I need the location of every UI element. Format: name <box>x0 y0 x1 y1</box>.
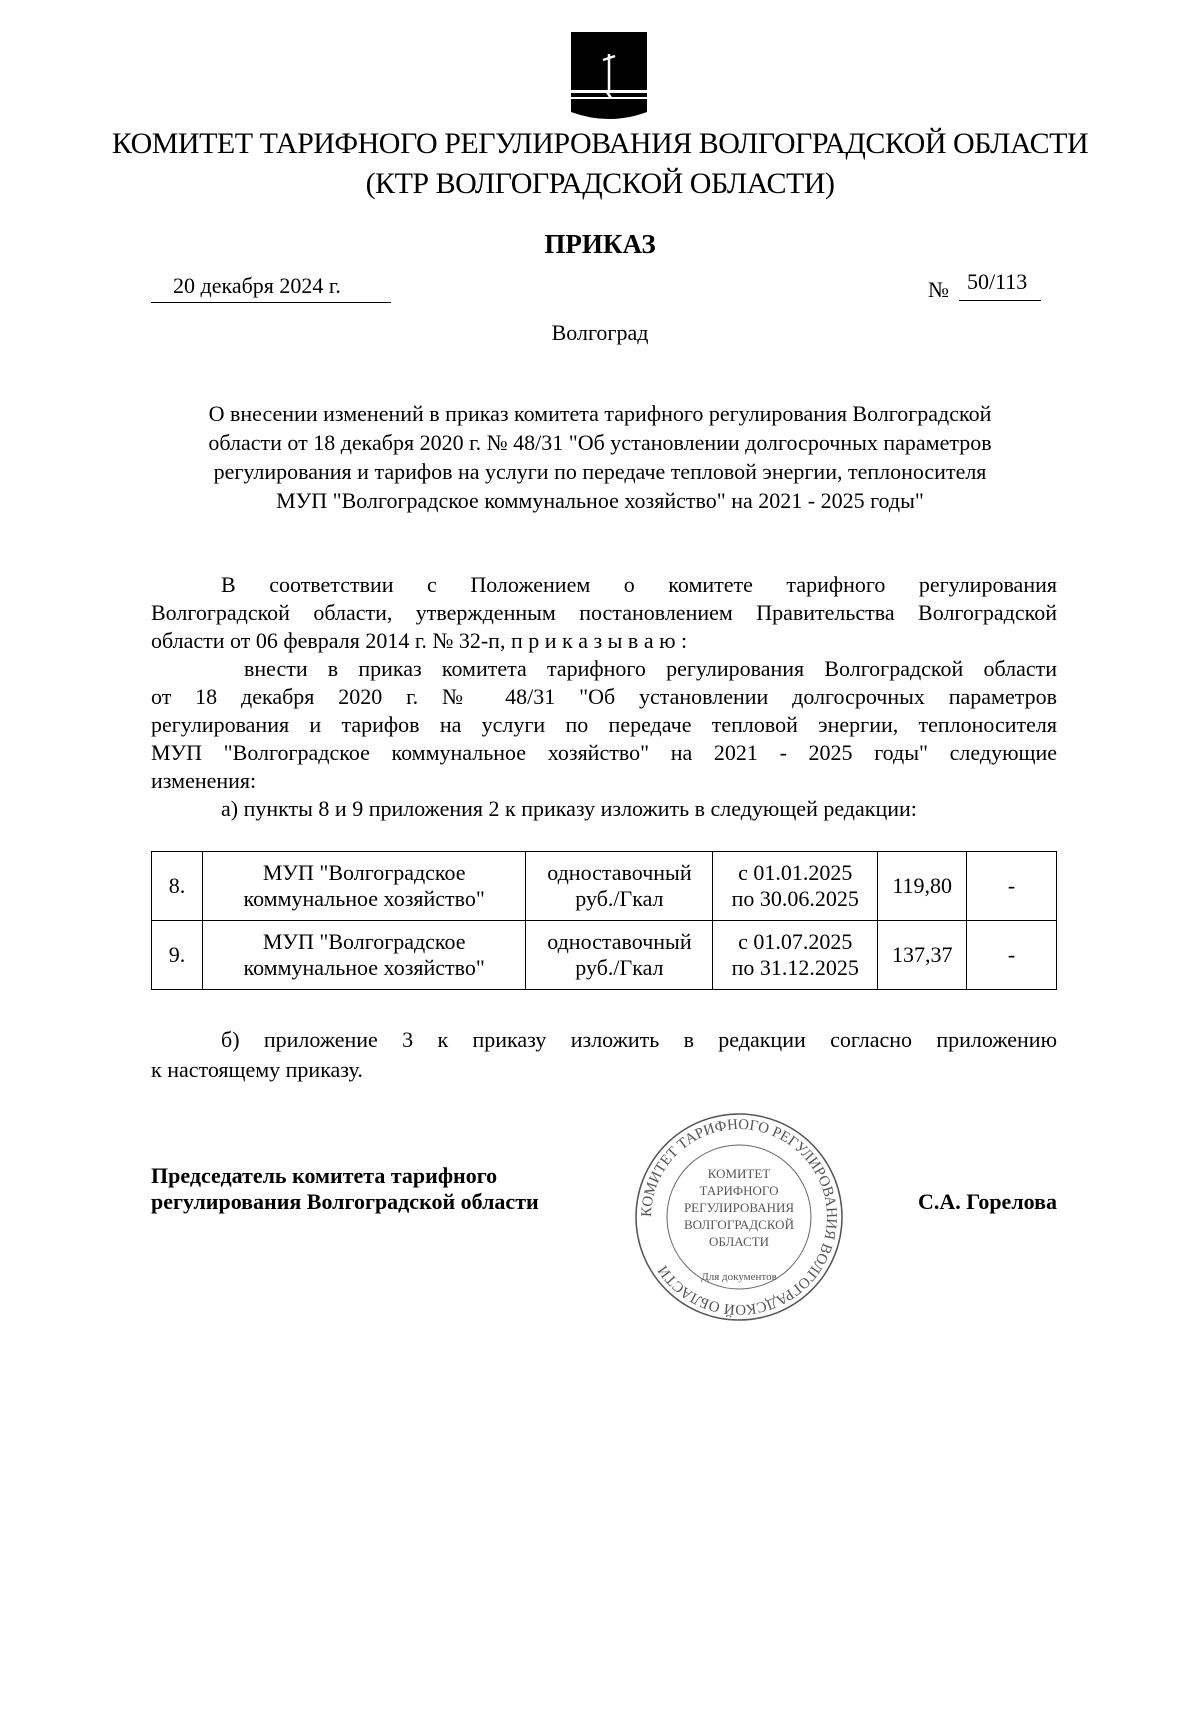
org-abbrev: (КТР ВОЛГОГРАДСКОЙ ОБЛАСТИ) <box>365 167 835 200</box>
body-line: В соответствии с Положением о комитете тарифного регулирования <box>221 572 1057 597</box>
subject-line: МУП "Волгоградское коммунальное хозяйство" на 2021 - 2025 годы" <box>276 488 924 513</box>
body-line: б) приложение 3 к приказу изложить в редакции согласно приложению <box>221 1027 1057 1052</box>
tariff-type-cell <box>526 921 713 990</box>
official-stamp <box>632 1110 847 1325</box>
coat-of-arms-emblem <box>571 32 647 124</box>
doc-number: 50/113 <box>967 269 1028 294</box>
unit-line: руб./Гкал <box>575 955 664 980</box>
body-line: внести в приказ комитета тарифного регулирования Волгоградской области <box>244 656 1057 681</box>
number-label: № <box>928 277 949 302</box>
tariff-value: 119,80 <box>878 852 967 921</box>
type-line: одноставочный <box>547 860 692 885</box>
doc-type: ПРИКАЗ <box>544 229 656 259</box>
period-end: по 30.06.2025 <box>731 886 859 911</box>
period-end: по 31.12.2025 <box>731 955 859 980</box>
signatory-position: регулирования Волгоградской области <box>151 1189 539 1214</box>
doc-date: 20 декабря 2024 г. <box>173 273 341 298</box>
tariff-type-cell <box>526 852 713 921</box>
row-number: 9. <box>152 921 203 990</box>
period-start: с 01.01.2025 <box>738 860 853 885</box>
signatory-position: Председатель комитета тарифного <box>151 1163 498 1188</box>
body-line: МУП "Волгоградское коммунальное хозяйство" на 2021 - 2025 годы" следующие <box>151 740 1057 765</box>
org-line: МУП "Волгоградское <box>262 860 466 885</box>
subject-line: О внесении изменений в приказ комитета тарифного регулирования Волгоградской <box>208 401 992 426</box>
body-line: к настоящему приказу. <box>151 1057 363 1082</box>
org-line: коммунальное хозяйство" <box>243 955 485 980</box>
stamp-inner-text: КОМИТЕТ ТАРИФНОГО РЕГУЛИРОВАНИЯ ВОЛГОГРАДСКОЙ ОБЛАСТИ <box>683 1166 795 1249</box>
period-cell <box>713 921 878 990</box>
table-row <box>152 921 1057 990</box>
org-line: МУП "Волгоградское <box>262 929 466 954</box>
number-underline <box>959 300 1041 301</box>
subject-line: области от 18 декабря 2020 г. № 48/31 "Об установлении долгосрочных параметров <box>208 430 992 455</box>
body-line: от 18 декабря 2020 г. № 48/31 "Об установлении долгосрочных параметров <box>151 684 1057 709</box>
stamp-bottom-text: Для документов <box>701 1271 777 1283</box>
tariff-value: 137,37 <box>878 921 967 990</box>
date-underline <box>151 302 391 303</box>
org-title: КОМИТЕТ ТАРИФНОГО РЕГУЛИРОВАНИЯ ВОЛГОГРАДСКОЙ ОБЛАСТИ <box>111 127 1089 160</box>
period-start: с 01.07.2025 <box>738 929 853 954</box>
row-number: 8. <box>152 852 203 921</box>
body-line: изменения: <box>151 768 257 793</box>
body-line: а) пункты 8 и 9 приложения 2 к приказу изложить в следующей редакции: <box>221 796 917 821</box>
subject-line: регулирования и тарифов на услуги по передаче тепловой энергии, теплоносителя <box>213 459 987 484</box>
stamp-outer-text: КОМИТЕТ ТАРИФНОГО РЕГУЛИРОВАНИЯ ВОЛГОГРАДСКОЙ ОБЛАСТИ <box>638 1116 840 1318</box>
body-line: регулирования и тарифов на услуги по передаче тепловой энергии, теплоносителя <box>151 712 1057 737</box>
extra-value: - <box>967 921 1057 990</box>
org-line: коммунальное хозяйство" <box>243 886 485 911</box>
type-line: одноставочный <box>547 929 692 954</box>
body-line: Волгоградской области, утвержденным постановлением Правительства Волгоградской <box>151 600 1057 625</box>
tariff-table <box>151 851 1057 990</box>
table-row <box>152 852 1057 921</box>
signatory-name: С.А. Горелова <box>917 1189 1057 1214</box>
organization-cell <box>202 921 526 990</box>
period-cell <box>713 852 878 921</box>
unit-line: руб./Гкал <box>575 886 664 911</box>
body-line: области от 06 февраля 2014 г. № 32-п, п р и к а з ы в а ю : <box>151 628 688 653</box>
city: Волгоград <box>551 320 649 345</box>
organization-cell <box>202 852 526 921</box>
extra-value: - <box>967 852 1057 921</box>
